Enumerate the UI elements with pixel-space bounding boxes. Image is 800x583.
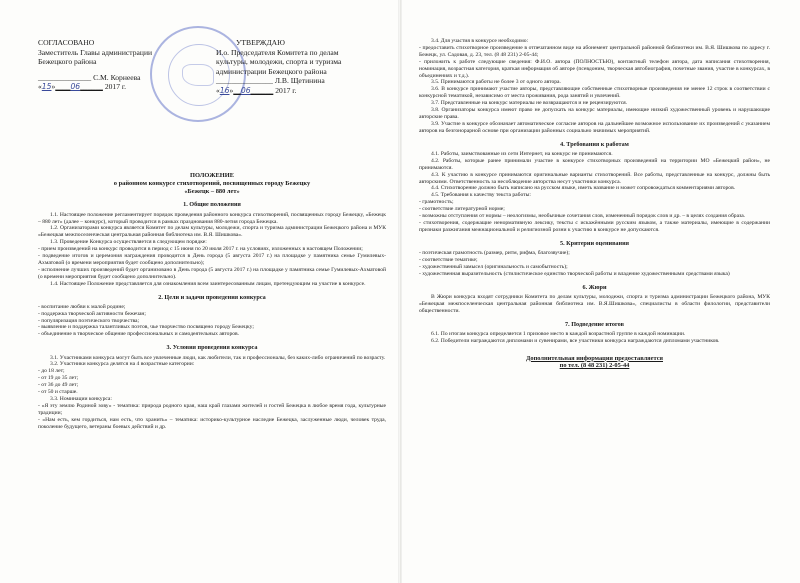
s4-4: 4.4. Стихотворение должно быть написано на русском языке, иметь название и может сопровождаться комментариями авторов.	[431, 185, 736, 192]
results-1: 6.1. По итогам конкурса определяется 1 призовое место в каждой возрастной группе в каждой номинации.	[431, 330, 686, 337]
s4-5: 4.5. Требования к качеству текста работы:	[431, 192, 531, 199]
s1-p7: 1.4. Настоящее Положение представляется для ознакомления всем заинтересованным лицам, претендующим на участие в конкурсе.	[50, 280, 366, 287]
approved-day: 16	[219, 85, 230, 95]
criteria-item: - художественная выразительность (стилистическое единство творческой работы и владение художественными средствами языка)	[419, 270, 730, 277]
approved-position: И.о. Председателя Комитета по делам	[216, 47, 339, 57]
s4-quality-item: - грамотность;	[419, 199, 454, 206]
s1-p2: 1.2. Организаторами конкурса является Комитет по делам культуры, молодежи, спорта и туризма администрации Бежецкого района и МУК «Бежецкая межпоселенческая центральная районная библиотека им. В.Я. Шишкова».	[38, 225, 386, 239]
section-5-heading: 5. Критерии оценивания	[559, 239, 630, 247]
title-line-1: ПОЛОЖЕНИЕ	[190, 172, 234, 179]
s3-age: - до 18 лет;	[38, 368, 65, 375]
approval-approved: УТВЕРЖДАЮ И.о. Председателя Комитета по делам культуры, молодежи, спорта и туризма администрации Бежецкого района _______________ Л.В. Щетинина «16»__06______ 2017 г.	[216, 38, 406, 95]
s2-item: - популяризация поэтического творчества;	[38, 317, 140, 324]
approved-org1: культуры, молодежи, спорта и туризма	[216, 57, 342, 66]
s3-5: 3.5. Принимаются работы не более 3 от одного автора.	[431, 79, 561, 86]
s3-7: 3.7. Представленные на конкурс материалы не возвращаются и не рецензируются.	[431, 100, 628, 107]
s1-p5: - подведение итогов и церемония награждения проводится в День города (5 августа 2017 г.) на площадке у памятника семье Гумилевых-Ахматовой (о времени мероприятия будет сообщено дополнительно);	[38, 253, 386, 266]
s2-item: - поддержка творческой активности бежечан;	[38, 310, 146, 317]
agreed-month: 06	[70, 82, 81, 91]
s3-age: - от 50 и старше.	[38, 389, 78, 396]
approval-agreed: СОГЛАСОВАНО Заместитель Главы администрации Бежецкого района ______________ С.М. Корнеева «15»____06______ 2017 г.	[38, 38, 198, 92]
s3-8: 3.8. Организаторы конкурса имеют право не допускать на конкурс материалы, имеющие низкий художественный уровень и нарушающие авторские права.	[419, 107, 770, 120]
s4-2: 4.2. Работы, которые ранее принимали участие в конкурсе стихотворных произведений на территории МО «Бежецкий район», не принимаются.	[419, 157, 770, 171]
s1-p1: 1.1. Настоящее положение регламентирует порядок проведения районного конкурса стихотворений, посвященных городу Бежецку, «Бежецк – 880 лет» (далее – конкурс), который проводится в рамках празднования 880-летия города Бежецка.	[38, 211, 386, 225]
approved-heading: УТВЕРЖДАЮ	[236, 38, 285, 47]
criteria-item: - соответствие тематике;	[419, 256, 478, 263]
s2-item: - объединение в творческое общение профессиональных и самодеятельных авторов.	[38, 331, 240, 338]
approved-year: 2017 г.	[275, 85, 297, 95]
s3-p4: - «Я эту землю Родиной зову» - тематика: природа родного края, наш край глазами жителей и гостей Бежецка в любое время года, культурные традиции;	[38, 402, 386, 416]
agreed-heading: СОГЛАСОВАНО	[38, 38, 95, 47]
approved-month: 06	[240, 85, 251, 95]
s2-item: - выявление и поддержка талантливых поэтов, чье творчество посвящено городу Бежецку;	[38, 324, 254, 331]
s3-4: 3.4. Для участия в конкурсе необходимо:	[431, 38, 529, 44]
agreed-position: Заместитель Главы администрации	[38, 47, 153, 57]
title-line-2: о районном конкурсе стихотворений, посвященных городу Бежецку	[113, 179, 311, 187]
section-2-heading: 2. Цели и задачи проведения конкурса	[158, 293, 266, 301]
s4-quality-item: - стихотворения, содержащие ненормативную лексику, тексты с искажёнными русским языком, а также материалы, имеющие в содержании признаки разжигания межнациональной и религиозной розни к участию в конкурсе не допускаются.	[419, 219, 770, 233]
section-7-heading: 7. Подведение итогов	[565, 320, 624, 328]
s4-1: 4.1. Работы, заимствованные из сети Интернет, на конкурс не принимаются.	[431, 150, 613, 157]
s1-p6: - исполнение лучших произведений будет организовано в День города (5 августа 2017 г.) на площадке у памятника семье Гумилевых-Ахматовой (о времени мероприятия будет сообщено дополнительно).	[38, 266, 386, 280]
s3-p5: - «Нам есть, кем гордиться, нам есть, что хранить» – тематика: историко-культурное наследие Бежецка, заслуженные люди, человек труда, поколение будущего, ветераны боевых действий и др.	[38, 416, 386, 430]
criteria-item: - поэтическая грамотность (размер, ритм, рифма, благозвучие);	[419, 249, 570, 256]
s4-3: 4.3. К участию в конкурсе принимаются оригинальные варианты стихотворений. Все работы, представленные на конкурс, должны быть авторскими. Ответственность за несоблюдение авторства несут участники конкурса.	[419, 171, 770, 185]
s3-p1: 3.1. Участниками конкурса могут быть все увлеченные люди, как любители, так и профессионалы, без каких-либо ограничений по возрасту.	[50, 354, 386, 361]
agreed-day: 15	[41, 82, 52, 91]
s1-p3: 1.3. Проведение Конкурса осуществляется в следующем порядке:	[50, 239, 207, 246]
s3-age: - от 19 до 35 лет;	[38, 375, 79, 382]
approved-org2: администрации Бежецкого района	[216, 66, 327, 76]
s3-4a: - предоставить стихотворное произведение в отпечатанном виде на абонемент центральной районной библиотеки им. В.Я. Шишкова по адресу г. Бежецк, ул. Садовая, д. 23, тел. (8 48 231) 2-05-44;	[419, 44, 770, 58]
s3-p3: 3.3. Номинации конкурса:	[50, 395, 112, 402]
s3-4b: - приложить к работе следующие сведения: Ф.И.О. автора (ПОЛНОСТЬЮ), контактный телефон автора, дата написания стихотворения, номинация, возрастная категория, краткая информация об авторе (псевдоним, творческая автобиография, почетные звания, участие в конкурсах, в объединениях и т.д.).	[419, 58, 770, 79]
s3-9: 3.9. Участие в конкурсе обозначает автоматическое согласие авторов на дальнейшее возможное использование их произведений с указанием авторов на безгонорарной основе при организации районных социально значимых мероприятий.	[419, 120, 770, 134]
s3-p2: 3.2. Участники конкурса делятся на 4 возрастные категории:	[50, 361, 195, 368]
approval-block	[38, 38, 386, 134]
contact-line-1: Дополнительная информация предоставляется	[526, 354, 663, 362]
jury-text: В Жюри конкурса входят сотрудники Комитета по делам культуры, молодежи, спорта и туризма администрации Бежецкого района, МУК «Бежецкая межпоселенческая центральная районная библиотека им. В.Я.Шишкова», специалисты в области филологии, представители общественности.	[419, 293, 770, 314]
right-page	[400, 0, 800, 583]
agreed-signer: С.М. Корнеева	[93, 72, 141, 82]
results-2: 6.2. Победители награждаются дипломами и сувенирами, все участники конкурса награждаются дипломами участников.	[431, 337, 720, 344]
s4-quality-item: - возможны отступления от нормы – неологизмы, необычные сочетания слов, измененный порядок слов и др. – в целях создания образа.	[419, 213, 746, 220]
approved-signer: Л.В. Щетинина	[274, 76, 325, 85]
section-1-heading: 1. Общие положения	[183, 201, 241, 209]
criteria-item: - художественный замысел (оригинальность и самобытность);	[419, 263, 568, 270]
document-title	[38, 172, 386, 195]
section-6-heading: 6. Жюри	[582, 283, 607, 291]
s3-age: - от 36 до 49 лет;	[38, 382, 79, 389]
contact-line-2: по тел. (8 48 231) 2-05-44	[559, 362, 630, 370]
s4-quality-item: - соответствие литературной норме;	[419, 206, 505, 213]
title-line-3: «Бежецк – 880 лет»	[184, 187, 240, 195]
agreed-year: 2017 г.	[104, 82, 127, 91]
s3-6: 3.6. В конкурсе принимают участие авторы, представляющие собственные стихотворные произведения не менее 12 строк в соответствии с конкурсной тематикой, независимо от места проживания, рода занятий и увлечений.	[419, 86, 770, 100]
agreed-org: Бежецкого района	[38, 57, 97, 66]
section-4-heading: 4. Требования к работам	[560, 140, 629, 148]
s1-p4: - прием произведений на конкурс проводится в период с 15 июня по 20 июля 2017 г. на условиях, изложенных в настоящем Положении;	[38, 246, 363, 253]
section-3-heading: 3. Условия проведения конкурса	[166, 344, 258, 352]
s2-item: - воспитание любви к малой родине;	[38, 303, 126, 310]
contact-info	[419, 355, 770, 371]
